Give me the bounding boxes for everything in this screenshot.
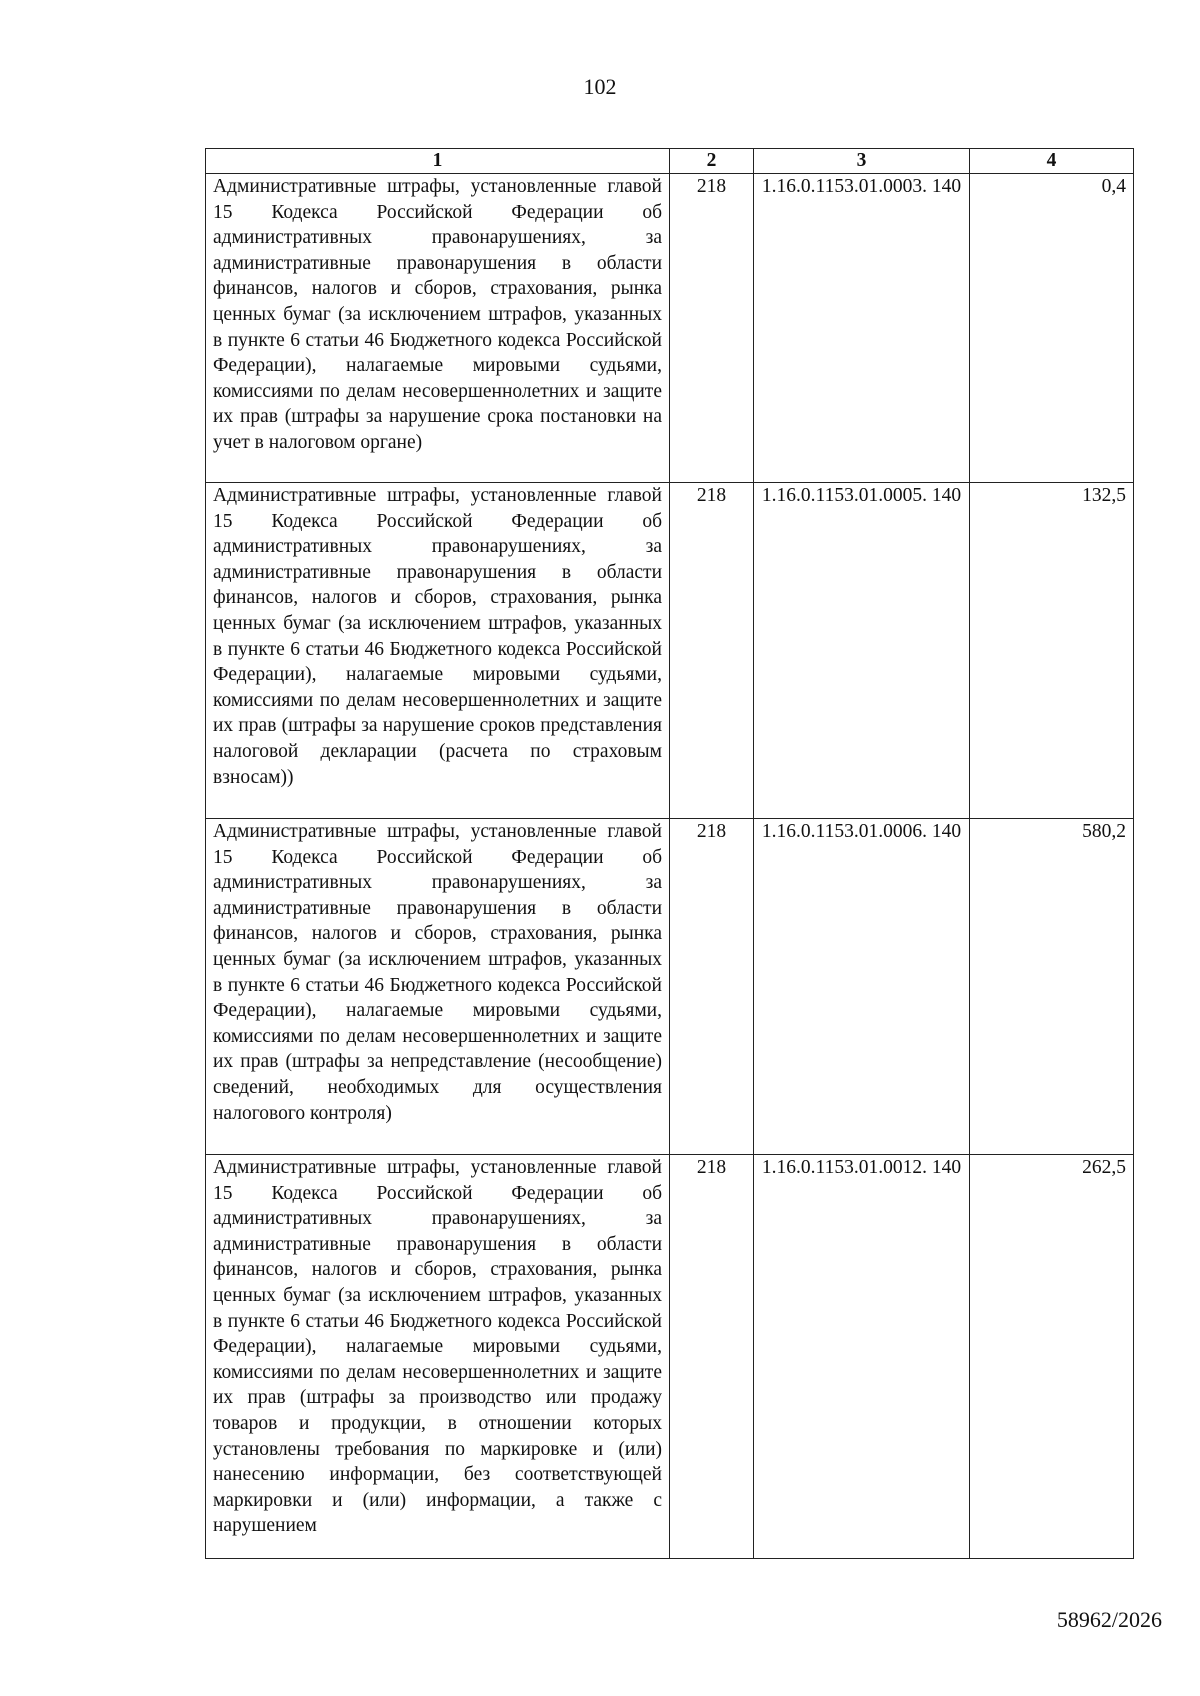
row-description: Административные штрафы, установленные главой 15 Кодекса Российской Федерации об административных правонарушениях, за административные правонарушения в области финансов, налогов и сборов, страхования, рынка ценных бумаг (за исключением штрафов, указанных в пункте 6 статьи 46 Бюджетного кодекса Российской Федерации), налагаемые мировыми судьями, комиссиями по делам несовершеннолетних и защите их прав (штрафы за производство или продажу товаров и продукции, в отношении которых установлены требования по маркировке и (или) нанесению информации, без соответствующей маркировки и (или) информации, а также с нарушением bbox=[206, 1155, 670, 1559]
row-amount: 132,5 bbox=[970, 483, 1134, 819]
revenue-table bbox=[205, 148, 1134, 1559]
row-amount: 262,5 bbox=[970, 1155, 1134, 1559]
table-row bbox=[206, 819, 1134, 1155]
row-admin-code: 218 bbox=[670, 483, 754, 819]
row-description: Административные штрафы, установленные главой 15 Кодекса Российской Федерации об административных правонарушениях, за административные правонарушения в области финансов, налогов и сборов, страхования, рынка ценных бумаг (за исключением штрафов, указанных в пункте 6 статьи 46 Бюджетного кодекса Российской Федерации), налагаемые мировыми судьями, комиссиями по делам несовершеннолетних и защите их прав (штрафы за нарушение срока постановки на учет в налоговом органе) bbox=[206, 174, 670, 483]
column-header-3: 3 bbox=[754, 149, 970, 174]
row-description: Административные штрафы, установленные главой 15 Кодекса Российской Федерации об административных правонарушениях, за административные правонарушения в области финансов, налогов и сборов, страхования, рынка ценных бумаг (за исключением штрафов, указанных в пункте 6 статьи 46 Бюджетного кодекса Российской Федерации), налагаемые мировыми судьями, комиссиями по делам несовершеннолетних и защите их прав (штрафы за нарушение сроков представления налоговой декларации (расчета по страховым взносам)) bbox=[206, 483, 670, 819]
row-budget-code: 1.16.0.1153.01.0005. 140 bbox=[754, 483, 970, 819]
table-row bbox=[206, 483, 1134, 819]
row-admin-code: 218 bbox=[670, 1155, 754, 1559]
table-row bbox=[206, 1155, 1134, 1559]
table-header-row bbox=[206, 149, 1134, 174]
row-budget-code: 1.16.0.1153.01.0006. 140 bbox=[754, 819, 970, 1155]
row-budget-code: 1.16.0.1153.01.0012. 140 bbox=[754, 1155, 970, 1559]
row-amount: 580,2 bbox=[970, 819, 1134, 1155]
table-row bbox=[206, 174, 1134, 483]
column-header-2: 2 bbox=[670, 149, 754, 174]
column-header-1: 1 bbox=[206, 149, 670, 174]
row-description: Административные штрафы, установленные главой 15 Кодекса Российской Федерации об административных правонарушениях, за административные правонарушения в области финансов, налогов и сборов, страхования, рынка ценных бумаг (за исключением штрафов, указанных в пункте 6 статьи 46 Бюджетного кодекса Российской Федерации), налагаемые мировыми судьями, комиссиями по делам несовершеннолетних и защите их прав (штрафы за непредставление (несообщение) сведений, необходимых для осуществления налогового контроля) bbox=[206, 819, 670, 1155]
row-budget-code: 1.16.0.1153.01.0003. 140 bbox=[754, 174, 970, 483]
page-number: 102 bbox=[583, 74, 617, 99]
row-admin-code: 218 bbox=[670, 174, 754, 483]
row-amount: 0,4 bbox=[970, 174, 1134, 483]
document-reference: 58962/2026 bbox=[1056, 1607, 1162, 1632]
column-header-4: 4 bbox=[970, 149, 1134, 174]
row-admin-code: 218 bbox=[670, 819, 754, 1155]
